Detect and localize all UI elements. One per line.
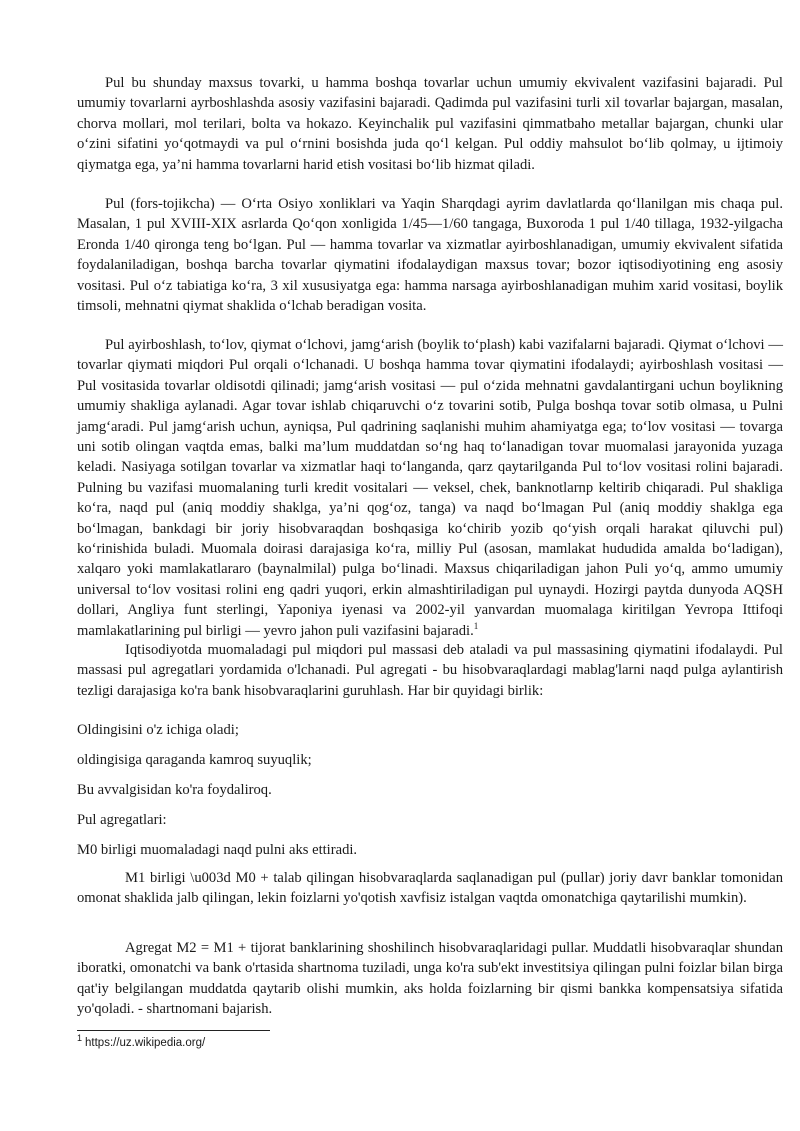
footnote-link[interactable]: https://uz.wikipedia.org/ — [85, 1037, 206, 1049]
footnote-number: 1 — [77, 1033, 83, 1044]
list-line-2: oldingisiga qaraganda kamroq suyuqlik; — [77, 752, 312, 768]
paragraph-text: Pul bu shunday maxsus tovarki, u hamma boshqa tovarlar uchun umumiy ekvivalent vazifasini bajaradi. Pul umumiy tovarlarni ayrboshlashda asosiy vazifasini bajaradi. Qadimda pul vazifasini turli xil tovarlar bajargan, masalan, chorva mollari, mol terilari, bolta va hokazo. Keyinchalik pul vazifasini qimmatbaho metallar bajargan, chunki ular o‘zini sifatini yo‘qotmaydi va pul o‘rnini bosishda juda qo‘l kelgan. Pul oddiy mahsulot bo‘lib qolmay, u ijtimoiy qiymatga ega, ya’ni hamma tovarlarni harid etish vositasi bo‘lib hizmat qiladi. — [77, 75, 783, 173]
list-heading-aggregates: Pul agregatlari: — [77, 812, 167, 828]
paragraph-text — [77, 335, 783, 641]
paragraph-text-body: Pul ayirboshlash, to‘lov, qiymat o‘lchovi, jamg‘arish (boylik to‘plash) kabi vazifalarni bajaradi. Qiymat o‘lchovi — tovarlar qiymati miqdori Pul orqali o‘lchanadi. U boshqa hamma tovar qiymatini ifodalaydi; ayirboshlash vositasi — Pul vositasida tovarlar oldisotdi qilinadi; jamg‘arish vositasi — pul o‘zida mehnatni gavdalantirgani uchun boylikning umumiy shakliga aylanadi. Agar tovar ishlab chiqaruvchi o‘z tovarini sotib, Pulga boshqa tovar sotib olmasa, u Pulni jamg‘aradi. Pul jamg‘arish uchun, ayniqsa, Pul qadrining saqlanishi muhim ahamiyatga ega; to‘lov vositasi — tovarga uni sotib olingan vaqtda emas, balki ma’lum muddatdan so‘ng haq to‘lanadigan tovar muomalasi jarayonida yuzaga keladi. Nasiyaga sotilgan tovarlar va xizmatlar haqi to‘langanda, qarz qaytarilganda Pul to‘lov vositasi rolini bajaradi. Pulning bu vazifasi muomalaning turli kredit vositalari — veksel, chek, banknotlarnp keltirib chiqaradi. Pul shakliga ko‘ra, naqd pul (aniq moddiy shaklga, ya’ni qog‘oz, tanga) va naqd bo‘lmagan Pul (aniq moddiy shaklga ega bo‘lmagan, bankdagi bir joriy hisobvaraqdan boshqasiga ko‘chirib yozib qo‘yish orqali harakat qiluvchi pul) ko‘rinishida buladi. Muomala doirasi darajasiga ko‘ra, milliy Pul (asosan, mamlakat hududida amalda bo‘ladigan), xalqaro yoki mamlakatlararo (baynalmilal) pulga bo‘linadi. Maxsus chiqariladigan jahon Puli yo‘q, ammo umumiy universal to‘lov vositasi rolini eng qadri yuqori, erkin almashtiriladigan pul uynaydi. Hozirgi paytda dunyoda AQSH dollari, Angliya funt sterlingi, Yaponiya iyenasi va 2002-yil yanvardan muomalaga kiritilgan Yevropa Ittifoqi mamlakatlarining pul birligi — yevro jahon puli vazifasini bajaradi. — [77, 337, 783, 639]
footnote-separator — [77, 1030, 270, 1031]
list-line-3: Bu avvalgisidan ko'ra foydaliroq. — [77, 782, 272, 798]
paragraph-m1 — [77, 868, 783, 909]
paragraph-money-functions — [77, 335, 783, 641]
footnote — [77, 1033, 206, 1051]
paragraph-m2 — [77, 938, 783, 1020]
paragraph-text: Pul (fors-tojikcha) — O‘rta Osiyo xonliklari va Yaqin Sharqdagi ayrim davlatlarda qo‘llanilgan mis chaqa pul. Masalan, 1 pul XVIII-XIX asrlarda Qo‘qon xonligida 1/45—1/60 tangaga, Buxoroda 1 pul 1/40 tillaga, 1932-yilgacha Eronda 1/40 qironga teng bo‘lgan. Pul — hamma tovarlar va xizmatlar ayirboshlanadigan, umumiy ekvivalent sifatida foydalaniladigan, boshqa barcha tovarlar qiymatini ifodalaydigan maxsus tovar; bozor iqtisodiyotining eng asosiy vositasi. Pul o‘z tabiatiga ko‘ra, 3 xil xususiyatga ega: hamma narsaga ayirboshlanadigan muhim xarid vositasi, boylik timsoli, mehnatni qiymat shaklida o‘lchab beradigan vosita. — [77, 196, 783, 315]
paragraph-pul-etymology — [77, 194, 783, 316]
paragraph-text: M1 birligi \u003d M0 + talab qilingan hisobvaraqlarda saqlanadigan pul (pullar) joriy davr banklar tomonidan omonat shaklida jalb qilingan, lekin foizlarni yo'qotish xavfisiz istalgan vaqtda omonatchiga qaytarilishi mumkin). — [77, 870, 783, 907]
paragraph-text: Iqtisodiyotda muomaladagi pul miqdori pul massasi deb ataladi va pul massasining qiymatini ifodalaydi. Pul massasi pul agregatlari yordamida o'lchanadi. Pul agregati - bu hisobvaraqlardagi mablag'larni naqd pulga aylantirish tezligi darajasiga ko'ra bank hisobvaraqlarini guruhlash. Har bir quyidagi birlik: — [77, 642, 783, 699]
paragraph-money-definition — [77, 73, 783, 175]
list-line-1: Oldingisini o'z ichiga oladi; — [77, 722, 239, 738]
list-line-m0: M0 birligi muomaladagi naqd pulni aks ettiradi. — [77, 842, 358, 858]
paragraph-money-mass — [77, 640, 783, 701]
footnote-reference: 1 — [473, 620, 479, 631]
paragraph-text: Agregat M2 = M1 + tijorat banklarining shoshilinch hisobvaraqlaridagi pullar. Muddatli hisobvaraqlar shundan iboratki, omonatchi va bank o'rtasida shartnoma tuziladi, unga ko'ra sub'ekt investitsiya qilingan pulni foizlar bilan birga qat'iy belgilangan muddatda qaytarib olishi mumkin, aks holda foizlarning bir qismi bankka kompensatsiya sifatida yo'qoladi. - shartnomani bajarish. — [77, 940, 783, 1018]
